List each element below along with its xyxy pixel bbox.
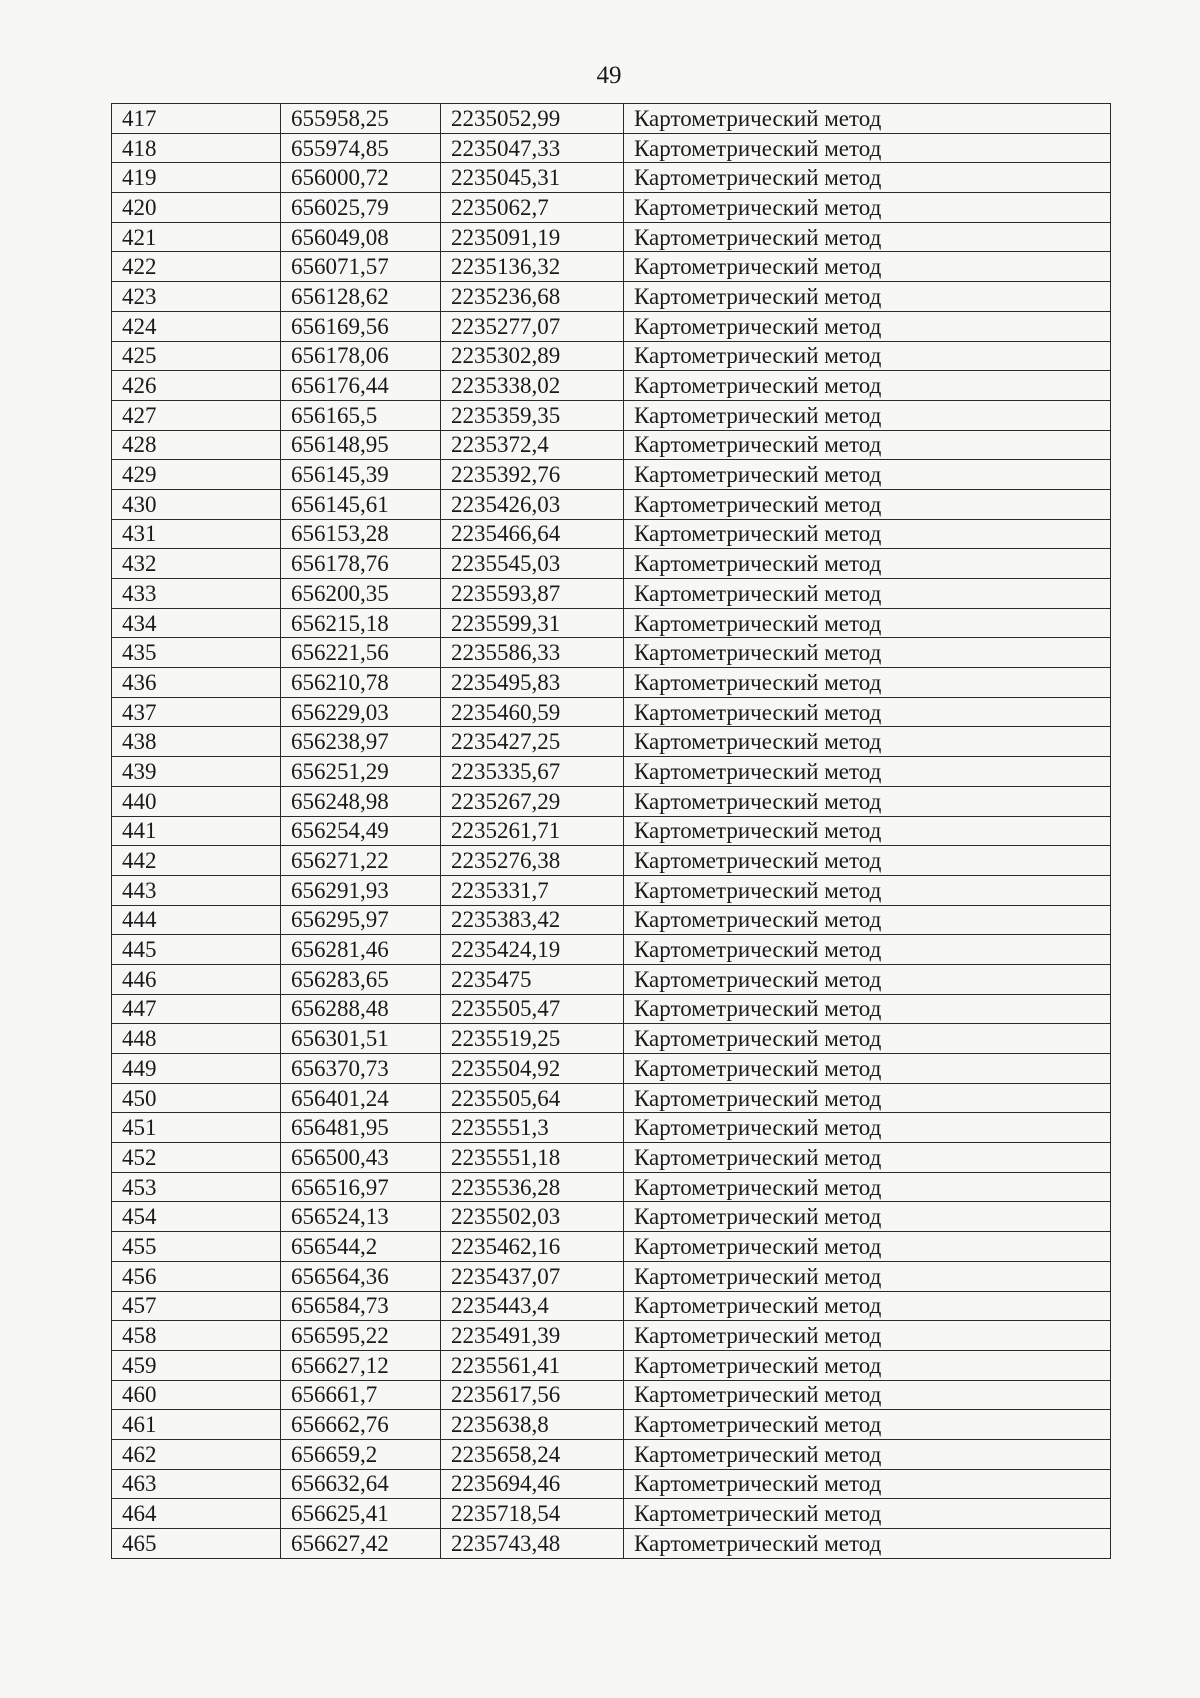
y-coordinate-cell: 2235359,35 — [441, 400, 624, 430]
method-cell: Картометрический метод — [624, 1261, 1111, 1291]
point-number-cell: 433 — [112, 579, 281, 609]
point-number-cell: 420 — [112, 193, 281, 223]
table-row — [112, 1261, 1111, 1291]
point-number-cell: 461 — [112, 1410, 281, 1440]
table-row — [112, 163, 1111, 193]
table-row — [112, 400, 1111, 430]
method-cell: Картометрический метод — [624, 1529, 1111, 1559]
x-coordinate-cell: 656516,97 — [281, 1172, 441, 1202]
point-number-cell: 436 — [112, 668, 281, 698]
x-coordinate-cell: 656169,56 — [281, 311, 441, 341]
table-row — [112, 1529, 1111, 1559]
point-number-cell: 443 — [112, 875, 281, 905]
point-number-cell: 462 — [112, 1439, 281, 1469]
method-cell: Картометрический метод — [624, 727, 1111, 757]
x-coordinate-cell: 656500,43 — [281, 1143, 441, 1173]
method-cell: Картометрический метод — [624, 222, 1111, 252]
table-row — [112, 1410, 1111, 1440]
point-number-cell: 451 — [112, 1113, 281, 1143]
x-coordinate-cell: 656229,03 — [281, 697, 441, 727]
point-number-cell: 448 — [112, 1024, 281, 1054]
point-number-cell: 425 — [112, 341, 281, 371]
coordinates-table-body — [112, 104, 1111, 1559]
method-cell: Картометрический метод — [624, 163, 1111, 193]
y-coordinate-cell: 2235743,48 — [441, 1529, 624, 1559]
point-number-cell: 429 — [112, 460, 281, 490]
point-number-cell: 464 — [112, 1499, 281, 1529]
method-cell: Картометрический метод — [624, 905, 1111, 935]
point-number-cell: 417 — [112, 104, 281, 134]
x-coordinate-cell: 656271,22 — [281, 846, 441, 876]
table-row — [112, 1113, 1111, 1143]
y-coordinate-cell: 2235052,99 — [441, 104, 624, 134]
x-coordinate-cell: 656662,76 — [281, 1410, 441, 1440]
y-coordinate-cell: 2235491,39 — [441, 1321, 624, 1351]
table-row — [112, 905, 1111, 935]
point-number-cell: 458 — [112, 1321, 281, 1351]
method-cell: Картометрический метод — [624, 786, 1111, 816]
x-coordinate-cell: 656210,78 — [281, 668, 441, 698]
point-number-cell: 432 — [112, 549, 281, 579]
x-coordinate-cell: 656295,97 — [281, 905, 441, 935]
x-coordinate-cell: 656215,18 — [281, 608, 441, 638]
y-coordinate-cell: 2235638,8 — [441, 1410, 624, 1440]
y-coordinate-cell: 2235136,32 — [441, 252, 624, 282]
method-cell: Картометрический метод — [624, 1083, 1111, 1113]
y-coordinate-cell: 2235593,87 — [441, 579, 624, 609]
point-number-cell: 423 — [112, 282, 281, 312]
method-cell: Картометрический метод — [624, 371, 1111, 401]
x-coordinate-cell: 656584,73 — [281, 1291, 441, 1321]
y-coordinate-cell: 2235424,19 — [441, 935, 624, 965]
table-row — [112, 311, 1111, 341]
method-cell: Картометрический метод — [624, 697, 1111, 727]
y-coordinate-cell: 2235091,19 — [441, 222, 624, 252]
point-number-cell: 426 — [112, 371, 281, 401]
x-coordinate-cell: 656544,2 — [281, 1232, 441, 1262]
y-coordinate-cell: 2235475 — [441, 964, 624, 994]
table-row — [112, 1054, 1111, 1084]
point-number-cell: 430 — [112, 489, 281, 519]
point-number-cell: 452 — [112, 1143, 281, 1173]
y-coordinate-cell: 2235718,54 — [441, 1499, 624, 1529]
x-coordinate-cell: 656524,13 — [281, 1202, 441, 1232]
x-coordinate-cell: 656401,24 — [281, 1083, 441, 1113]
x-coordinate-cell: 656071,57 — [281, 252, 441, 282]
method-cell: Картометрический метод — [624, 430, 1111, 460]
y-coordinate-cell: 2235383,42 — [441, 905, 624, 935]
x-coordinate-cell: 656178,06 — [281, 341, 441, 371]
y-coordinate-cell: 2235502,03 — [441, 1202, 624, 1232]
point-number-cell: 456 — [112, 1261, 281, 1291]
table-row — [112, 460, 1111, 490]
method-cell: Картометрический метод — [624, 994, 1111, 1024]
x-coordinate-cell: 656281,46 — [281, 935, 441, 965]
y-coordinate-cell: 2235460,59 — [441, 697, 624, 727]
method-cell: Картометрический метод — [624, 252, 1111, 282]
x-coordinate-cell: 656370,73 — [281, 1054, 441, 1084]
method-cell: Картометрический метод — [624, 668, 1111, 698]
table-row — [112, 1202, 1111, 1232]
point-number-cell: 460 — [112, 1380, 281, 1410]
point-number-cell: 446 — [112, 964, 281, 994]
x-coordinate-cell: 656632,64 — [281, 1469, 441, 1499]
y-coordinate-cell: 2235427,25 — [441, 727, 624, 757]
table-row — [112, 1469, 1111, 1499]
table-row — [112, 341, 1111, 371]
y-coordinate-cell: 2235519,25 — [441, 1024, 624, 1054]
method-cell: Картометрический метод — [624, 311, 1111, 341]
y-coordinate-cell: 2235551,18 — [441, 1143, 624, 1173]
table-row — [112, 1439, 1111, 1469]
y-coordinate-cell: 2235617,56 — [441, 1380, 624, 1410]
table-row — [112, 193, 1111, 223]
method-cell: Картометрический метод — [624, 579, 1111, 609]
table-row — [112, 519, 1111, 549]
table-row — [112, 1350, 1111, 1380]
y-coordinate-cell: 2235277,07 — [441, 311, 624, 341]
method-cell: Картометрический метод — [624, 1113, 1111, 1143]
table-row — [112, 964, 1111, 994]
method-cell: Картометрический метод — [624, 193, 1111, 223]
method-cell: Картометрический метод — [624, 1232, 1111, 1262]
point-number-cell: 442 — [112, 846, 281, 876]
point-number-cell: 459 — [112, 1350, 281, 1380]
x-coordinate-cell: 656627,12 — [281, 1350, 441, 1380]
point-number-cell: 440 — [112, 786, 281, 816]
y-coordinate-cell: 2235338,02 — [441, 371, 624, 401]
table-row — [112, 757, 1111, 787]
point-number-cell: 439 — [112, 757, 281, 787]
table-row — [112, 1321, 1111, 1351]
y-coordinate-cell: 2235372,4 — [441, 430, 624, 460]
method-cell: Картометрический метод — [624, 1380, 1111, 1410]
point-number-cell: 428 — [112, 430, 281, 460]
method-cell: Картометрический метод — [624, 875, 1111, 905]
table-row — [112, 1291, 1111, 1321]
x-coordinate-cell: 656025,79 — [281, 193, 441, 223]
table-row — [112, 1380, 1111, 1410]
y-coordinate-cell: 2235505,47 — [441, 994, 624, 1024]
y-coordinate-cell: 2235047,33 — [441, 133, 624, 163]
x-coordinate-cell: 656148,95 — [281, 430, 441, 460]
table-row — [112, 935, 1111, 965]
x-coordinate-cell: 656288,48 — [281, 994, 441, 1024]
point-number-cell: 444 — [112, 905, 281, 935]
method-cell: Картометрический метод — [624, 638, 1111, 668]
method-cell: Картометрический метод — [624, 1172, 1111, 1202]
table-row — [112, 1172, 1111, 1202]
x-coordinate-cell: 656221,56 — [281, 638, 441, 668]
table-row — [112, 222, 1111, 252]
table-row — [112, 549, 1111, 579]
method-cell: Картометрический метод — [624, 1202, 1111, 1232]
method-cell: Картометрический метод — [624, 133, 1111, 163]
y-coordinate-cell: 2235586,33 — [441, 638, 624, 668]
x-coordinate-cell: 656301,51 — [281, 1024, 441, 1054]
point-number-cell: 427 — [112, 400, 281, 430]
point-number-cell: 422 — [112, 252, 281, 282]
table-row — [112, 104, 1111, 134]
y-coordinate-cell: 2235302,89 — [441, 341, 624, 371]
point-number-cell: 454 — [112, 1202, 281, 1232]
method-cell: Картометрический метод — [624, 964, 1111, 994]
method-cell: Картометрический метод — [624, 1499, 1111, 1529]
x-coordinate-cell: 656128,62 — [281, 282, 441, 312]
coordinates-table — [111, 103, 1111, 1559]
y-coordinate-cell: 2235426,03 — [441, 489, 624, 519]
point-number-cell: 465 — [112, 1529, 281, 1559]
table-row — [112, 786, 1111, 816]
table-row — [112, 994, 1111, 1024]
y-coordinate-cell: 2235236,68 — [441, 282, 624, 312]
table-row — [112, 846, 1111, 876]
x-coordinate-cell: 656248,98 — [281, 786, 441, 816]
point-number-cell: 457 — [112, 1291, 281, 1321]
x-coordinate-cell: 656251,29 — [281, 757, 441, 787]
y-coordinate-cell: 2235276,38 — [441, 846, 624, 876]
x-coordinate-cell: 656627,42 — [281, 1529, 441, 1559]
y-coordinate-cell: 2235443,4 — [441, 1291, 624, 1321]
method-cell: Картометрический метод — [624, 1439, 1111, 1469]
method-cell: Картометрический метод — [624, 1321, 1111, 1351]
table-row — [112, 1143, 1111, 1173]
y-coordinate-cell: 2235462,16 — [441, 1232, 624, 1262]
method-cell: Картометрический метод — [624, 935, 1111, 965]
method-cell: Картометрический метод — [624, 549, 1111, 579]
x-coordinate-cell: 656178,76 — [281, 549, 441, 579]
table-row — [112, 608, 1111, 638]
method-cell: Картометрический метод — [624, 104, 1111, 134]
point-number-cell: 445 — [112, 935, 281, 965]
y-coordinate-cell: 2235504,92 — [441, 1054, 624, 1084]
y-coordinate-cell: 2235062,7 — [441, 193, 624, 223]
y-coordinate-cell: 2235045,31 — [441, 163, 624, 193]
x-coordinate-cell: 656145,39 — [281, 460, 441, 490]
point-number-cell: 449 — [112, 1054, 281, 1084]
y-coordinate-cell: 2235505,64 — [441, 1083, 624, 1113]
point-number-cell: 450 — [112, 1083, 281, 1113]
point-number-cell: 438 — [112, 727, 281, 757]
table-row — [112, 371, 1111, 401]
x-coordinate-cell: 656283,65 — [281, 964, 441, 994]
method-cell: Картометрический метод — [624, 1410, 1111, 1440]
point-number-cell: 434 — [112, 608, 281, 638]
y-coordinate-cell: 2235261,71 — [441, 816, 624, 846]
x-coordinate-cell: 656049,08 — [281, 222, 441, 252]
point-number-cell: 455 — [112, 1232, 281, 1262]
x-coordinate-cell: 656661,7 — [281, 1380, 441, 1410]
page-number: 49 — [596, 62, 622, 89]
x-coordinate-cell: 656000,72 — [281, 163, 441, 193]
method-cell: Картометрический метод — [624, 1143, 1111, 1173]
table-row — [112, 727, 1111, 757]
table-row — [112, 282, 1111, 312]
method-cell: Картометрический метод — [624, 1291, 1111, 1321]
method-cell: Картометрический метод — [624, 1469, 1111, 1499]
table-row — [112, 697, 1111, 727]
x-coordinate-cell: 655958,25 — [281, 104, 441, 134]
y-coordinate-cell: 2235392,76 — [441, 460, 624, 490]
point-number-cell: 419 — [112, 163, 281, 193]
point-number-cell: 441 — [112, 816, 281, 846]
table-row — [112, 638, 1111, 668]
point-number-cell: 463 — [112, 1469, 281, 1499]
table-row — [112, 489, 1111, 519]
x-coordinate-cell: 656153,28 — [281, 519, 441, 549]
y-coordinate-cell: 2235331,7 — [441, 875, 624, 905]
point-number-cell: 437 — [112, 697, 281, 727]
method-cell: Картометрический метод — [624, 519, 1111, 549]
x-coordinate-cell: 656145,61 — [281, 489, 441, 519]
x-coordinate-cell: 656200,35 — [281, 579, 441, 609]
x-coordinate-cell: 656238,97 — [281, 727, 441, 757]
table-row — [112, 816, 1111, 846]
y-coordinate-cell: 2235599,31 — [441, 608, 624, 638]
method-cell: Картометрический метод — [624, 282, 1111, 312]
y-coordinate-cell: 2235658,24 — [441, 1439, 624, 1469]
method-cell: Картометрический метод — [624, 757, 1111, 787]
x-coordinate-cell: 656595,22 — [281, 1321, 441, 1351]
table-row — [112, 1024, 1111, 1054]
y-coordinate-cell: 2235495,83 — [441, 668, 624, 698]
table-row — [112, 668, 1111, 698]
method-cell: Картометрический метод — [624, 400, 1111, 430]
method-cell: Картометрический метод — [624, 489, 1111, 519]
method-cell: Картометрический метод — [624, 341, 1111, 371]
x-coordinate-cell: 656176,44 — [281, 371, 441, 401]
point-number-cell: 447 — [112, 994, 281, 1024]
table-row — [112, 1499, 1111, 1529]
y-coordinate-cell: 2235536,28 — [441, 1172, 624, 1202]
method-cell: Картометрический метод — [624, 1054, 1111, 1084]
x-coordinate-cell: 656291,93 — [281, 875, 441, 905]
table-row — [112, 875, 1111, 905]
x-coordinate-cell: 656625,41 — [281, 1499, 441, 1529]
point-number-cell: 435 — [112, 638, 281, 668]
table-row — [112, 430, 1111, 460]
method-cell: Картометрический метод — [624, 460, 1111, 490]
y-coordinate-cell: 2235545,03 — [441, 549, 624, 579]
y-coordinate-cell: 2235267,29 — [441, 786, 624, 816]
table-row — [112, 1083, 1111, 1113]
table-row — [112, 579, 1111, 609]
point-number-cell: 431 — [112, 519, 281, 549]
table-row — [112, 1232, 1111, 1262]
y-coordinate-cell: 2235551,3 — [441, 1113, 624, 1143]
table-row — [112, 133, 1111, 163]
method-cell: Картометрический метод — [624, 608, 1111, 638]
x-coordinate-cell: 655974,85 — [281, 133, 441, 163]
point-number-cell: 453 — [112, 1172, 281, 1202]
method-cell: Картометрический метод — [624, 816, 1111, 846]
y-coordinate-cell: 2235694,46 — [441, 1469, 624, 1499]
x-coordinate-cell: 656659,2 — [281, 1439, 441, 1469]
y-coordinate-cell: 2235437,07 — [441, 1261, 624, 1291]
method-cell: Картометрический метод — [624, 846, 1111, 876]
method-cell: Картометрический метод — [624, 1350, 1111, 1380]
point-number-cell: 418 — [112, 133, 281, 163]
x-coordinate-cell: 656564,36 — [281, 1261, 441, 1291]
y-coordinate-cell: 2235466,64 — [441, 519, 624, 549]
method-cell: Картометрический метод — [624, 1024, 1111, 1054]
x-coordinate-cell: 656481,95 — [281, 1113, 441, 1143]
y-coordinate-cell: 2235335,67 — [441, 757, 624, 787]
x-coordinate-cell: 656165,5 — [281, 400, 441, 430]
y-coordinate-cell: 2235561,41 — [441, 1350, 624, 1380]
x-coordinate-cell: 656254,49 — [281, 816, 441, 846]
table-row — [112, 252, 1111, 282]
point-number-cell: 424 — [112, 311, 281, 341]
point-number-cell: 421 — [112, 222, 281, 252]
